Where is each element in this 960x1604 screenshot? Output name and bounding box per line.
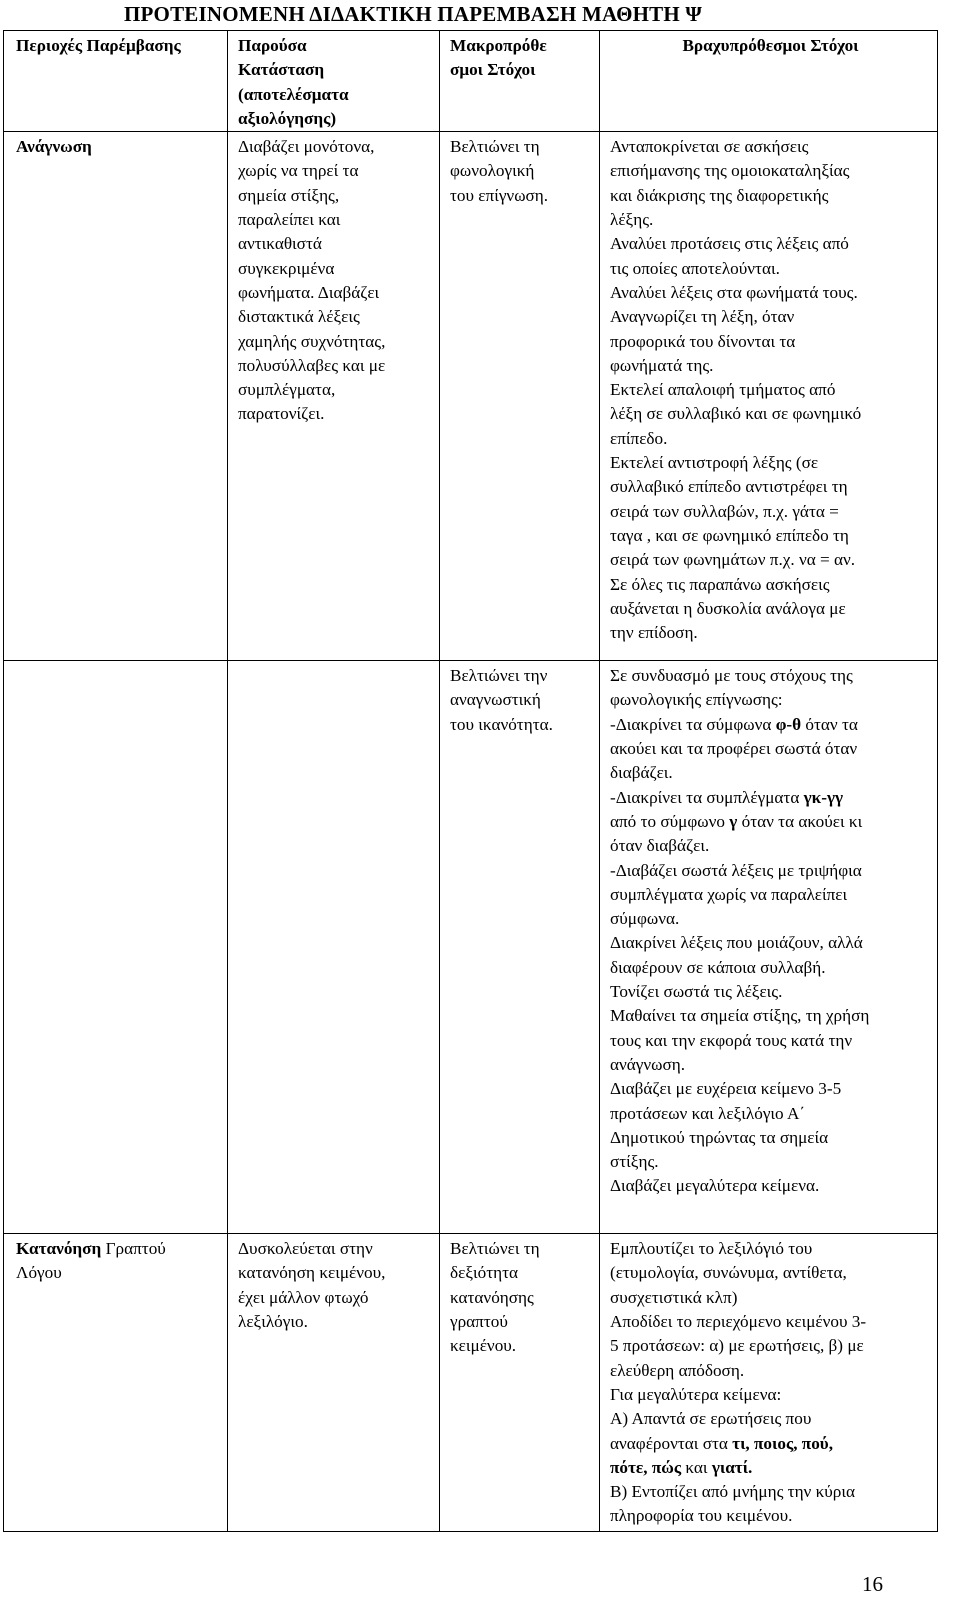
header-area: Περιοχές Παρέμβασης: [4, 31, 228, 132]
page-number: 16: [862, 1572, 883, 1596]
comprehension-short-term-cell: Εμπλουτίζει το λεξιλόγιό του (ετυμολογία, συνώνυμα, αντίθετα, συσχετιστικά κλπ) Αποδίδει το περιεχόμενο κειμένου 3- 5 προτάσεων: α) με ερωτήσεις, β) με ελεύθερη απόδοση. Για μεγαλύτερα κείμενα: Α) Απαντά σε ερωτήσεις που αναφέρονται στα τι, ποιος, πού, πότε, πώς και γιατί. Β) Εντοπίζει από μνήμης την κύρια πληροφορία του κειμένου.: [600, 1234, 938, 1532]
comprehension-row: [4, 1234, 938, 1532]
header-current-state: Παρούσα Κατάσταση (αποτελέσματα αξιολόγησης): [228, 31, 440, 132]
comprehension-current-cell: Δυσκολεύεται στην κατανόηση κειμένου, έχει μάλλον φτωχό λεξιλόγιο.: [228, 1234, 440, 1532]
reading-long-term-cell: Βελτιώνει τη φωνολογική του επίγνωση.: [440, 132, 600, 661]
reading-current-cell: Διαβάζει μονότονα, χωρίς να τηρεί τα σημεία στίξης, παραλείπει και αντικαθιστά συγκεκριμένα φωνήματα. Διαβάζει διστακτικά λέξεις χαμηλής συχνότητας, πολυσύλλαβες και με συμπλέγματα, παρατονίζει.: [228, 132, 440, 661]
fluency-long-term-cell: Βελτιώνει την αναγνωστική του ικανότητα.: [440, 661, 600, 1234]
fluency-current-cell: [228, 661, 440, 1234]
comprehension-long-term-cell: Βελτιώνει τη δεξιότητα κατανόησης γραπτού κειμένου.: [440, 1234, 600, 1532]
fluency-area-cell: [4, 661, 228, 1234]
header-short-term-goals: Βραχυπρόθεσμοι Στόχοι: [600, 31, 938, 132]
header-long-term-goals: Μακροπρόθε σμοι Στόχοι: [440, 31, 600, 132]
intervention-table: [3, 30, 938, 1532]
header-row: [4, 31, 938, 132]
reading-short-term-cell: Ανταποκρίνεται σε ασκήσεις επισήμανσης της ομοιοκαταληξίας και διάκρισης της διαφορετικής λέξης. Αναλύει προτάσεις στις λέξεις από τις οποίες αποτελούνται. Αναλύει λέξεις στα φωνήματά τους. Αναγνωρίζει τη λέξη, όταν προφορικά του δίνονται τα φωνήματά της. Εκτελεί απαλοιφή τμήματος από λέξη σε συλλαβικό και σε φωνημικό επίπεδο. Εκτελεί αντιστροφή λέξης (σε συλλαβικό επίπεδο αντιστρέφει τη σειρά των συλλαβών, π.χ. γάτα = ταγα , και σε φωνημικό επίπεδο τη σειρά των φωνημάτων π.χ. να = αν. Σε όλες τις παραπάνω ασκήσεις αυξάνεται η δυσκολία ανάλογα με την επίδοση.: [600, 132, 938, 661]
reading-area-cell: Ανάγνωση: [4, 132, 228, 661]
comprehension-area-cell: Κατανόηση Γραπτού Λόγου: [4, 1234, 228, 1532]
fluency-short-term-cell: Σε συνδυασμό με τους στόχους της φωνολογικής επίγνωσης: -Διακρίνει τα σύμφωνα φ-θ όταν τα ακούει και τα προφέρει σωστά όταν διαβάζει. -Διακρίνει τα συμπλέγματα γκ-γγ από το σύμφωνο γ όταν τα ακούει κι όταν διαβάζει. -Διαβάζει σωστά λέξεις με τριψήφια συμπλέγματα χωρίς να παραλείπει σύμφωνα. Διακρίνει λέξεις που μοιάζουν, αλλά διαφέρουν σε κάποια συλλαβή. Τονίζει σωστά τις λέξεις. Μαθαίνει τα σημεία στίξης, τη χρήση τους και την εκφορά τους κατά την ανάγνωση. Διαβάζει με ευχέρεια κείμενο 3-5 προτάσεων και λεξιλόγιο Α΄ Δημοτικού τηρώντας τα σημεία στίξης. Διαβάζει μεγαλύτερα κείμενα.: [600, 661, 938, 1234]
reading-fluency-row: [4, 661, 938, 1234]
reading-row: [4, 132, 938, 661]
document-title: ΠΡΟΤΕΙΝΟΜΕΝΗ ΔΙΔΑΚΤΙΚΗ ΠΑΡΕΜΒΑΣΗ ΜΑΘΗΤΗ Ψ: [124, 2, 702, 26]
